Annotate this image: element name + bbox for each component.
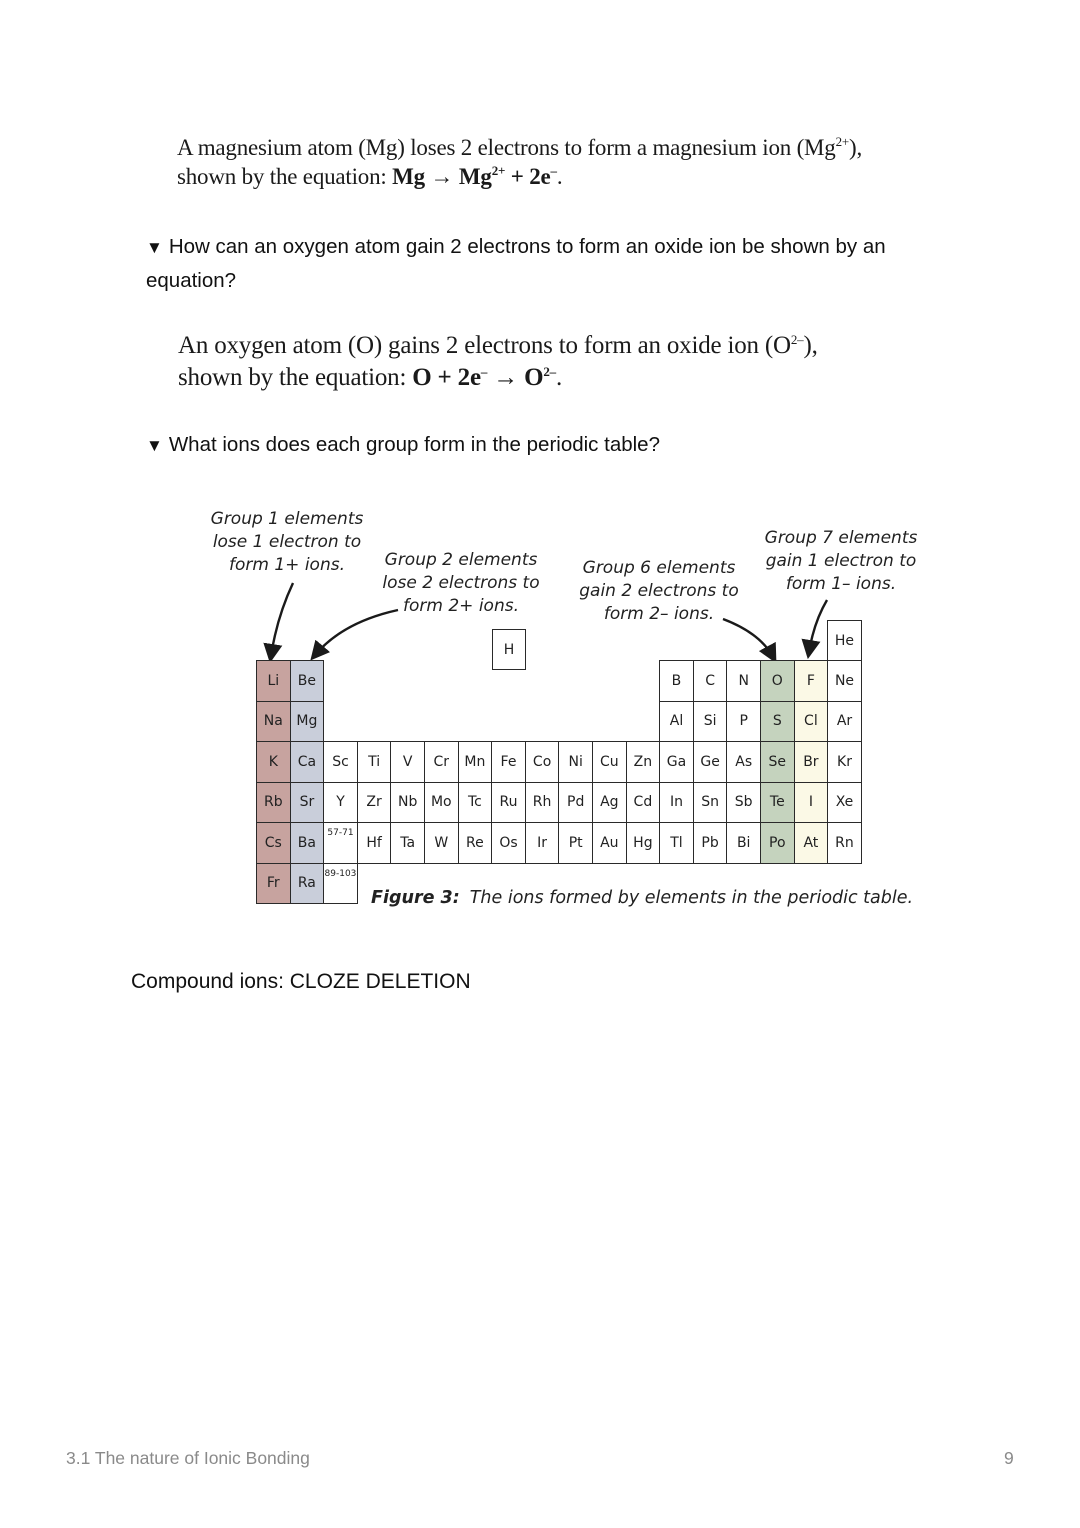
element-cell-s: S	[760, 701, 795, 743]
callout-line: gain 1 electron to	[765, 551, 917, 571]
o-answer-line2	[178, 362, 818, 394]
element-cell-in: In	[659, 782, 694, 824]
o-eq-sup1: –	[480, 364, 488, 379]
element-cell-al: Al	[659, 701, 694, 743]
element-cell-v: V	[390, 741, 425, 783]
element-cell-ta: Ta	[390, 822, 425, 864]
callout-group7	[760, 527, 922, 596]
element-cell-hg: Hg	[626, 822, 661, 864]
element-cell-ni: Ni	[558, 741, 593, 783]
callout-line: Group 2 elements	[384, 550, 538, 570]
element-cell-cl: Cl	[794, 701, 829, 743]
element-cell-ag: Ag	[592, 782, 627, 824]
cloze-heading: Compound ions: CLOZE DELETION	[131, 970, 471, 993]
o-line2-period: .	[555, 364, 562, 391]
element-cell-pd: Pd	[558, 782, 593, 824]
element-cell-as: As	[726, 741, 761, 783]
o-line1-end: ),	[803, 332, 818, 359]
o-answer-line1	[178, 330, 818, 362]
arrow-group7-icon	[809, 600, 827, 652]
callout-group2	[380, 549, 542, 618]
callout-line: form 1+ ions.	[229, 555, 345, 575]
element-cell-sn: Sn	[693, 782, 728, 824]
element-cell-5771: 57-71	[323, 822, 358, 864]
element-cell-mg: Mg	[290, 701, 325, 743]
callout-line: form 2– ions.	[603, 604, 715, 624]
element-cell-mn: Mn	[458, 741, 493, 783]
question-text: What ions does each group form in the periodic table?	[168, 433, 660, 456]
element-cell-rb: Rb	[256, 782, 291, 824]
element-cell-zr: Zr	[357, 782, 392, 824]
element-cell-k: K	[256, 741, 291, 783]
footer-page-number: 9	[1004, 1448, 1014, 1468]
element-cell-o: O	[760, 660, 795, 702]
mg-line1-end: ),	[849, 135, 863, 160]
element-cell-sr: Sr	[290, 782, 325, 824]
element-cell-bi: Bi	[726, 822, 761, 864]
mg-eq-sup1: 2+	[491, 163, 506, 178]
mg-answer-line2	[177, 162, 862, 191]
question-text: How can an oxygen atom gain 2 electrons to form an oxide ion be shown by an equation?	[146, 235, 886, 292]
element-cell-fr: Fr	[256, 863, 291, 905]
element-cell-li: Li	[256, 660, 291, 702]
figure-caption-text: The ions formed by elements in the periodic table.	[469, 888, 914, 908]
toggle-triangle-icon[interactable]: ▼	[146, 238, 163, 257]
element-cell-sc: Sc	[323, 741, 358, 783]
mg-line1-text: A magnesium atom (Mg) loses 2 electrons to form a magnesium ion (Mg	[177, 135, 836, 160]
element-cell-re: Re	[458, 822, 493, 864]
element-cell-p: P	[726, 701, 761, 743]
element-cell-pt: Pt	[558, 822, 593, 864]
toggle-question-oxygen[interactable]	[146, 230, 946, 297]
element-cell-he: He	[827, 620, 862, 661]
element-cell-mo: Mo	[424, 782, 459, 824]
callout-line: gain 2 electrons to	[579, 581, 739, 601]
element-cell-c: C	[693, 660, 728, 702]
callout-line: Group 7 elements	[764, 528, 918, 548]
element-cell-po: Po	[760, 822, 795, 864]
figure-caption-label: Figure 3:	[371, 888, 460, 908]
element-cell-kr: Kr	[827, 741, 862, 783]
o-eq-sup2: 2–	[543, 364, 556, 379]
mg-line2-text: shown by the equation:	[177, 164, 393, 189]
element-cell-b: B	[659, 660, 694, 702]
o-eq-part1: O + 2e	[412, 364, 481, 391]
element-cell-at: At	[794, 822, 829, 864]
element-cell-cs: Cs	[256, 822, 291, 864]
element-cell-ga: Ga	[659, 741, 694, 783]
o-eq-part2: → O	[487, 364, 544, 391]
mg-answer-line1	[177, 133, 862, 162]
element-cell-si: Si	[693, 701, 728, 743]
element-cell-co: Co	[525, 741, 560, 783]
element-cell-sb: Sb	[726, 782, 761, 824]
callout-group6	[578, 557, 740, 626]
element-cell-na: Na	[256, 701, 291, 743]
arrow-group6-icon	[723, 619, 773, 657]
element-cell-ti: Ti	[357, 741, 392, 783]
element-cell-cu: Cu	[592, 741, 627, 783]
element-cell-n: N	[726, 660, 761, 702]
element-cell-y: Y	[323, 782, 358, 824]
element-cell-ca: Ca	[290, 741, 325, 783]
mg-eq-part2: + 2e	[505, 164, 551, 189]
arrow-group2-icon	[315, 610, 398, 655]
element-cell-89103: 89-103	[323, 863, 358, 905]
element-cell-rh: Rh	[525, 782, 560, 824]
callout-line: lose 2 electrons to	[382, 573, 540, 593]
element-cell-fe: Fe	[491, 741, 526, 783]
callout-group1	[207, 508, 367, 577]
element-cell-f: F	[794, 660, 829, 702]
element-cell-tc: Tc	[458, 782, 493, 824]
footer-title: 3.1 The nature of Ionic Bonding	[66, 1448, 310, 1468]
oxygen-answer-text	[178, 330, 818, 394]
callout-line: form 2+ ions.	[403, 596, 519, 616]
callout-line: Group 1 elements	[210, 509, 364, 529]
element-cell-hf: Hf	[357, 822, 392, 864]
element-cell-rn: Rn	[827, 822, 862, 864]
figure-caption	[371, 888, 913, 908]
o-line1-text: An oxygen atom (O) gains 2 electrons to form an oxide ion (O	[178, 332, 791, 359]
callout-line: lose 1 electron to	[212, 532, 362, 552]
o-line2-text: shown by the equation:	[178, 364, 413, 391]
element-cell-br: Br	[794, 741, 829, 783]
element-cell-ge: Ge	[693, 741, 728, 783]
mg-line1-sup: 2+	[835, 134, 850, 149]
element-cell-nb: Nb	[390, 782, 425, 824]
element-cell-w: W	[424, 822, 459, 864]
element-cell-h: H	[492, 629, 526, 670]
element-cell-au: Au	[592, 822, 627, 864]
mg-eq-sup2: –	[550, 163, 557, 178]
element-cell-ne: Ne	[827, 660, 862, 702]
mg-eq-part1: Mg → Mg	[392, 164, 492, 189]
callout-line: Group 6 elements	[582, 558, 736, 578]
element-cell-ar: Ar	[827, 701, 862, 743]
element-cell-cr: Cr	[424, 741, 459, 783]
element-cell-se: Se	[760, 741, 795, 783]
element-cell-ra: Ra	[290, 863, 325, 905]
element-cell-cd: Cd	[626, 782, 661, 824]
toggle-question-group-ions[interactable]	[146, 428, 946, 462]
toggle-triangle-icon[interactable]: ▼	[146, 436, 163, 455]
element-cell-te: Te	[760, 782, 795, 824]
element-cell-ru: Ru	[491, 782, 526, 824]
mg-line2-period: .	[556, 164, 563, 189]
element-cell-ir: Ir	[525, 822, 560, 864]
element-cell-i: I	[794, 782, 829, 824]
callout-line: form 1– ions.	[785, 574, 897, 594]
o-equation	[412, 364, 556, 391]
element-cell-tl: Tl	[659, 822, 694, 864]
mg-answer-text	[177, 133, 862, 191]
o-line1-sup: 2–	[790, 332, 804, 347]
element-cell-zn: Zn	[626, 741, 661, 783]
element-cell-pb: Pb	[693, 822, 728, 864]
element-cell-be: Be	[290, 660, 325, 702]
element-cell-xe: Xe	[827, 782, 862, 824]
mg-equation	[392, 164, 557, 189]
element-cell-ba: Ba	[290, 822, 325, 864]
element-cell-os: Os	[491, 822, 526, 864]
arrow-group1-icon	[271, 583, 293, 656]
